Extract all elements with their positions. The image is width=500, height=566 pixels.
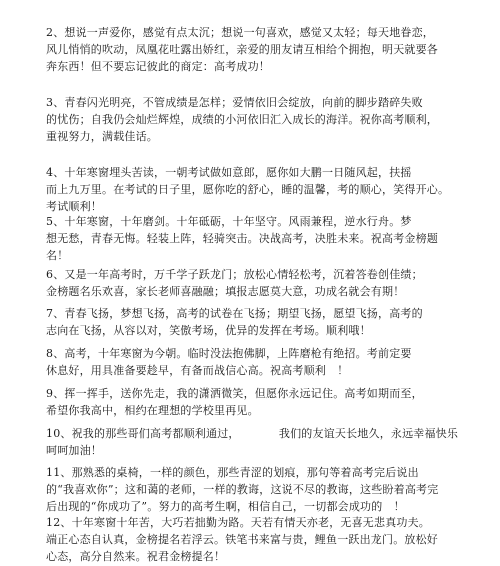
paragraph-line: 风儿悄悄的吹动，凤凰花吐露出娇红，亲爱的朋友请互相给个拥抱，明天就要各 [46,43,438,56]
paragraph-line: 休息好，用具准备要趁早，有备而战信心高。祝高考顺利 ！ [46,364,349,377]
paragraph-line: 端正心态自认真，金榜提名若浮云。铁笔书来富与贵，鲤鱼一跃出龙门。放松好 [46,533,438,546]
paragraph-line: 奔东西！但不要忘记彼此的商定：高考成功！ [46,60,270,73]
paragraph-line: 2、想说一声爱你，感觉有点太沉；想说一句喜欢，感觉又太轻；每天地眷恋， [46,26,434,39]
paragraph-line: 6、又是一年高考时，万千学子跃龙门；放松心情轻松考，沉着答卷创佳绩； [46,268,423,281]
paragraph-10 [46,425,459,459]
paragraph-line: 的“我喜欢你”；这和蔼的老师，一样的教诲，这说不尽的教诲，这些盼着高考完 [46,483,439,496]
paragraph-line: 想无愁，青春无悔。轻装上阵，轻骑突击。决战高考，决胜未来。祝高考金榜题 [46,232,438,245]
paragraph-11 [46,464,456,515]
paragraph-line: 8、高考，十年寒窗为今朝。临时没法抱佛脚，上阵磨枪有绝招。考前定要 [46,347,412,360]
paragraph-line: 7、青春飞扬，梦想飞扬，高考的试卷在飞扬；期望飞扬，愿望飞扬，高考的 [46,307,423,320]
paragraph-3 [46,94,456,145]
paragraph-line: 4、十年寒窗埋头苦读，一朝考试做如意郎，愿你如大鹏一日随风起，扶摇 [46,166,412,179]
paragraph-6 [46,266,456,300]
paragraph-5 [46,213,456,264]
paragraph-line: 12、十年寒窗十年苦，大巧若拙勤为路。天若有情天亦老，无喜无悲真功夫。 [46,516,430,529]
paragraph-line: 呵呵加油！ [46,444,102,457]
paragraph-line: 希望你我高中，相约在理想的学校里再见。 [46,404,259,417]
paragraph-7 [46,305,456,339]
paragraph-9 [46,385,456,419]
paragraph-line: 10、祝我的那些哥们高考都顺利通过， 我们的友谊天长地久，永远幸福快乐 [46,427,459,440]
paragraph-line: 9、挥一挥手，送你先走，我的潇洒微笑，但愿你永远记住。高考如期而至， [46,387,423,400]
paragraph-line: 后出现的“你成功了”。努力的高考生啊，相信自己，一切都会成功的 ！ [46,500,405,513]
paragraph-line: 3、青春闪光明亮，不管成绩是怎样；爱情依旧会绽放，向前的脚步踏碎失败 [46,96,423,109]
paragraph-8 [46,345,456,379]
paragraph-4 [46,164,456,215]
paragraph-line: 11、那熟悉的桌椅，一样的颜色，那些青涩的划痕，那句等着高考完后说出 [46,466,419,479]
paragraph-line: 名！ [46,249,69,262]
paragraph-line: 的忧伤；自我仍会灿烂辉煌，成绩的小河依旧汇入成长的海洋。祝你高考顺利， [46,113,438,126]
paragraph-line: 志向在飞扬，从容以对，笑傲考场，优异的发挥在考场。顺利哦！ [46,324,371,337]
paragraph-line: 而上九万里。在考试的日子里，愿你吃的舒心，睡的温馨，考的顺心，笑得开心。 [46,183,450,196]
paragraph-line: 金榜题名乐欢喜，家长老师喜融融；填报志愿莫大意，功成名就会有期！ [46,285,405,298]
paragraph-line: 考试顺利！ [46,200,102,213]
paragraph-2 [46,24,456,75]
paragraph-12 [46,514,456,565]
paragraph-line: 心态，高分自然来。祝君金榜提名！ [46,550,226,563]
paragraph-line: 重视努力，满载佳话。 [46,130,158,143]
paragraph-line: 5、十年寒窗，十年磨剑。十年砥砺，十年坚守。风雨兼程，逆水行舟。梦 [46,215,412,228]
